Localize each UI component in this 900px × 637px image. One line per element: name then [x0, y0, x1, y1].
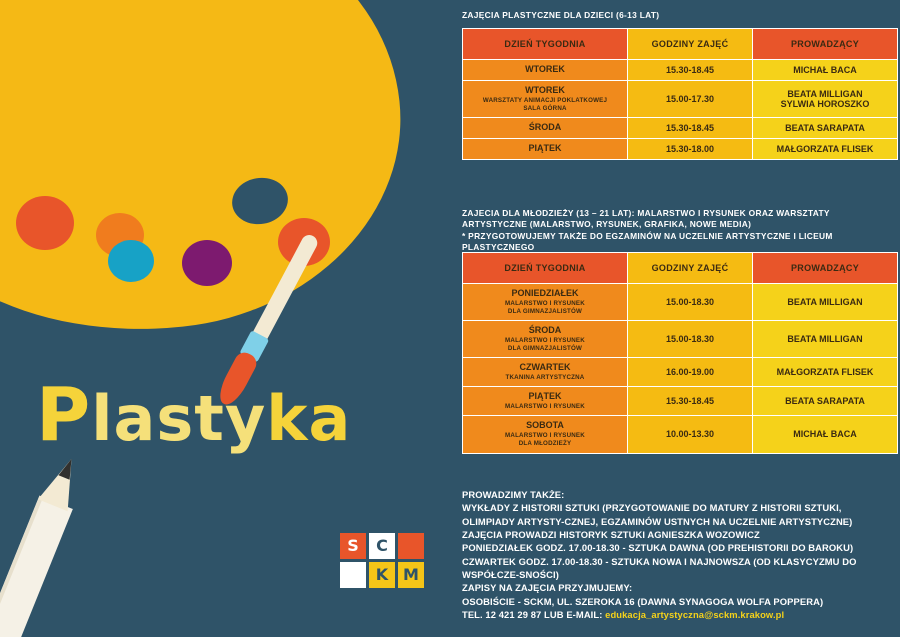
table-row	[463, 358, 898, 387]
cell-day-label: PONIEDZIAŁEK	[511, 288, 579, 298]
column-header-leader: PROWADZĄCY	[753, 253, 898, 284]
page-title-rest: lasty	[91, 382, 267, 455]
sckm-logo	[340, 533, 426, 589]
cell-day-sub: TKANINA ARTYSTYCZNA	[505, 374, 585, 382]
footer-line-1: PROWADZIMY TAKŻE:	[462, 489, 565, 500]
cell-day	[463, 139, 628, 160]
logo-letter-k: K	[369, 562, 395, 588]
table-row	[463, 118, 898, 139]
cell-day	[463, 387, 628, 416]
cell-day-label: WTOREK	[525, 64, 565, 74]
logo-cell-blank-2	[340, 562, 366, 588]
cell-day-label: SOBOTA	[526, 420, 564, 431]
cell-leader: BEATA SARAPATA	[753, 118, 898, 139]
column-header-time: GODZINY ZAJĘĆ	[628, 253, 753, 284]
cell-time: 15.30-18.45	[628, 387, 753, 416]
cell-leader: BEATA MILLIGAN SYLWIA HOROSZKO	[753, 81, 898, 118]
cell-day-label: PIĄTEK	[528, 143, 562, 154]
footer-line-5: CZWARTEK GODZ. 17.00-18.30 - SZTUKA NOWA I NAJNOWSZA (OD KLASYCYZMU DO WSPÓŁCZE-SNOŚCI)	[462, 555, 857, 581]
cell-day-sub: MALARSTWO I RYSUNEK DLA GIMNAZJALISTÓW	[505, 300, 585, 316]
table-row	[463, 321, 898, 358]
paint-blob-blue	[108, 240, 154, 282]
cell-day	[463, 60, 628, 81]
cell-day	[463, 81, 628, 118]
cell-time: 15.00-17.30	[628, 81, 753, 118]
cell-day	[463, 284, 628, 321]
children-schedule-head	[463, 29, 898, 60]
cell-day-sub: WARSZTATY ANIMACJI POKLATKOWEJ SALA GÓRNA	[482, 97, 608, 113]
cell-day	[463, 358, 628, 387]
table-row	[463, 387, 898, 416]
cell-time: 10.00-13.30	[628, 416, 753, 453]
footer-phone-label: TEL. 12 421 29 87 LUB E-MAIL:	[462, 609, 606, 621]
cell-leader: MICHAŁ BACA	[753, 60, 898, 81]
cell-day	[463, 416, 628, 453]
table-row	[463, 416, 898, 453]
pencil-body	[0, 496, 73, 637]
footer-line-7: OSOBIŚCIE - SCKM, UL. SZEROKA 16 (DAWNA SYNAGOGA WOLFA POPPERA)	[462, 595, 824, 607]
cell-day-label: WTOREK	[525, 85, 565, 95]
pencil-wood-tip	[38, 453, 86, 511]
content-column	[462, 0, 882, 637]
column-header-day: DZIEŃ TYGODNIA	[463, 253, 628, 284]
paint-blob-orange-red	[16, 196, 74, 250]
footer-line-2: WYKŁADY Z HISTORII SZTUKI (PRZYGOTOWANIE DO MATURY Z HISTORII SZTUKI, OLIMPIADY ARTYSTY-CZNEJ, EGZAMINÓW USTNYCH NA UCZELNIE ARTYSTYCZNE)	[462, 502, 853, 527]
logo-letter-c: C	[369, 533, 395, 559]
youth-schedule-table	[462, 252, 898, 454]
footer-line-6: ZAPISY NA ZAJĘCIA PRZYJMUJEMY:	[462, 582, 633, 594]
cell-time: 15.00-18.30	[628, 321, 753, 358]
cell-leader: BEATA SARAPATA	[753, 387, 898, 416]
table-header-row	[463, 29, 898, 60]
table-row	[463, 139, 898, 160]
paint-blob-purple	[182, 240, 232, 286]
page-title-accent: ka	[266, 382, 352, 455]
footer-line-3: ZAJĘCIA PROWADZI HISTORYK SZTUKI AGNIESZKA WOZOWICZ	[462, 529, 760, 541]
children-schedule-table	[462, 28, 898, 160]
cell-day-label: ŚRODA	[528, 122, 562, 133]
page-title-initial: P	[36, 372, 92, 458]
cell-leader: MAŁGORZATA FLISEK	[753, 139, 898, 160]
table-row	[463, 284, 898, 321]
cell-time: 15.30-18.45	[628, 118, 753, 139]
pencil-icon	[0, 453, 88, 637]
column-header-time: GODZINY ZAJĘĆ	[628, 29, 753, 60]
logo-cell-blank-1	[398, 533, 424, 559]
section2-heading: ZAJECIA DLA MŁODZIEŻY (13 – 21 LAT): MALARSTWO I RYSUNEK ORAZ WARSZTATY ARTYSTYCZNE (MALARSTWO, RYSUNEK, GRAFIKA, NOWE MEDIA) * PRZYGOTOWUJEMY TAKŻE DO EGZAMINÓW NA UCZELNIE ARTYSTYCZNE I LICEUM PLASTYCZNEGO	[462, 208, 833, 253]
footer-line-4: PONIEDZIAŁEK GODZ. 17.00-18.30 - SZTUKA DAWNA (OD PREHISTORII DO BAROKU)	[462, 542, 854, 554]
cell-leader: MAŁGORZATA FLISEK	[753, 358, 898, 387]
cell-time: 15.30-18.45	[628, 60, 753, 81]
cell-time: 15.30-18.00	[628, 139, 753, 160]
column-header-day: DZIEŃ TYGODNIA	[463, 29, 628, 60]
cell-time: 15.00-18.30	[628, 284, 753, 321]
section1-heading: ZAJĘCIA PLASTYCZNE DLA DZIECI (6-13 LAT)	[462, 10, 660, 20]
footer-info	[462, 488, 882, 621]
cell-time: 16.00-19.00	[628, 358, 753, 387]
children-schedule-body	[463, 60, 898, 160]
cell-leader: BEATA MILLIGAN	[753, 284, 898, 321]
cell-day-label: CZWARTEK	[519, 362, 571, 373]
logo-letter-s: S	[340, 533, 366, 559]
cell-day	[463, 321, 628, 358]
page-title	[36, 372, 351, 458]
footer-contact-line	[462, 608, 882, 621]
cell-day-sub: MALARSTWO I RYSUNEK DLA MŁODZIEŻY	[505, 432, 585, 448]
logo-letter-m: M	[398, 562, 424, 588]
youth-schedule-body	[463, 284, 898, 454]
column-header-leader: PROWADZĄCY	[753, 29, 898, 60]
cell-day	[463, 118, 628, 139]
cell-day-label: PIĄTEK	[528, 391, 562, 402]
cell-leader: BEATA MILLIGAN	[753, 321, 898, 358]
table-row	[463, 81, 898, 118]
cell-day-sub: MALARSTWO I RYSUNEK	[505, 403, 585, 411]
email-link[interactable]: edukacja_artystyczna@sckm.krakow.pl	[605, 609, 785, 621]
table-header-row	[463, 253, 898, 284]
cell-day-label: ŚRODA	[528, 325, 562, 336]
cell-day-sub: MALARSTWO I RYSUNEK DLA GIMNAZJALISTÓW	[505, 337, 585, 353]
youth-schedule-head	[463, 253, 898, 284]
palette-illustration	[0, 0, 421, 356]
cell-leader: MICHAŁ BACA	[753, 416, 898, 453]
table-row	[463, 60, 898, 81]
